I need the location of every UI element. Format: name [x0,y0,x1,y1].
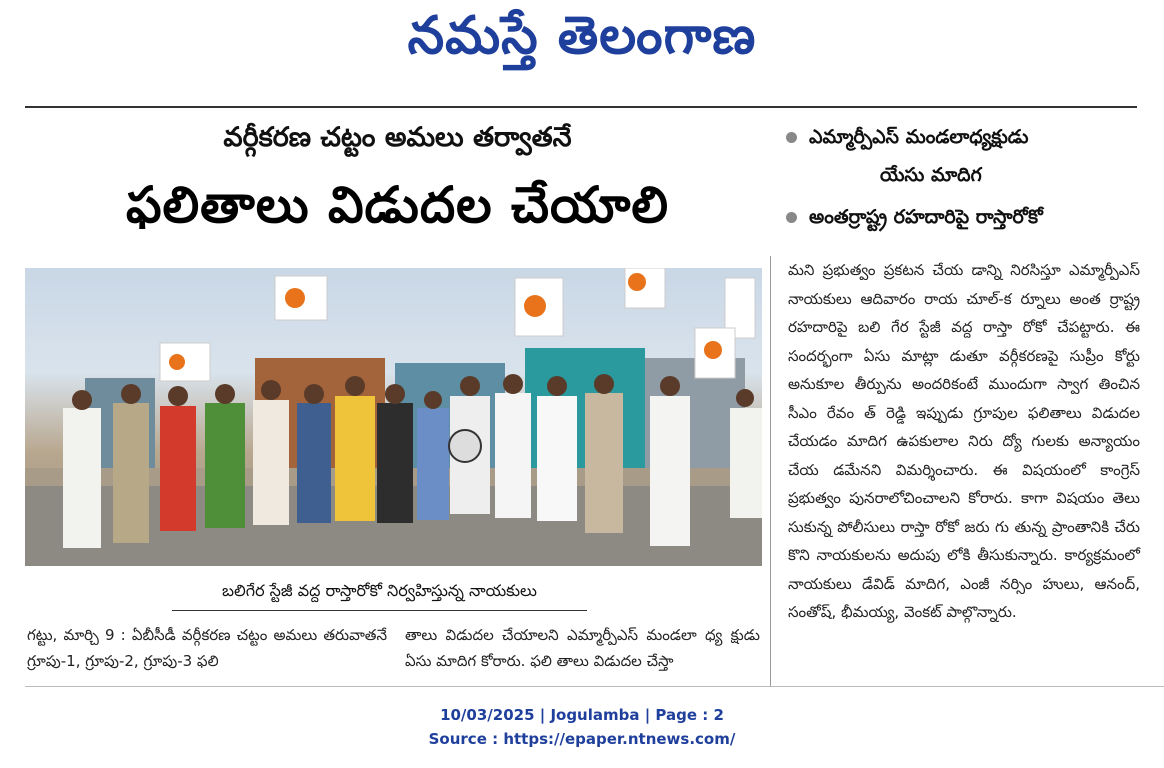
highlight-text-2: అంతర్రాష్ట్ర రహదారిపై రాస్తారోకో [809,206,1043,228]
newspaper-masthead: నమస్తే తెలంగాణ [407,6,757,66]
column-divider [770,256,771,686]
photo-caption: బలిగేర స్టేజీ వద్ద రాస్తారోకో నిర్వహిస్తున్న నాయకులు [172,581,587,611]
highlight-text-1b: యేసు మాదిగ [880,164,982,186]
highlight-bullet-2 [786,206,1156,233]
news-photo [25,268,762,566]
source-link[interactable]: Source : https://epaper.ntnews.com/ [428,730,736,748]
protest-photo-illustration [25,268,762,566]
bullet-icon [786,132,797,143]
article-headline: ఫలితాలు విడుదల చేయాలి [125,176,669,234]
highlight-text-1: ఎమ్మార్పీఎస్ మండలాధ్యక్షుడు [809,126,1029,148]
article-kicker: వర్గీకరణ చట్టం అమలు తర్వాతనే [223,122,572,153]
bullet-icon [786,212,797,223]
article-body-left: గట్టు, మార్చి 9 : ఏబీసీడీ వర్గీకరణ చట్టం అమలు తరువాతనే గ్రూపు-1, గ్రూపు-2, గ్రూపు-3 ఫలి [27,626,387,670]
article-body-middle: తాలు విడుదల చేయాలని ఎమ్మార్పీఎస్ మండలా ధ్య క్షుడు ఏసు మాదిగ కోరారు. ఫలి తాలు విడుదల చేస్తా [405,626,760,670]
highlight-bullet-1-cont [880,164,1164,191]
article-body-right: మని ప్రభుత్వం ప్రకటన చేయ డాన్ని నిరసిస్తూ ఎమ్మార్పీఎస్ నాయకులు ఆదివారం రాయ చూల్-క ర్నూలు అంత ర్రాష్ట్ర రహదారిపై బలి గేర స్టేజీ వద్ద రాస్తా రోకో చేపట్టారు. ఈ సందర్భంగా ఏసు మాట్లా డుతూ వర్గీకరణపై సుప్రీం కోర్టు అనుకూల తీర్పును అందరికంటే ముందుగా స్వాగ తించిన సీఎం రేవం త్ రెడ్డి ఇప్పుడు గ్రూపుల ఫలితాలు విడుదల చేయడం మాదిగ ఉపకులాల నిరు ద్యో గులకు అన్యాయం చేయ డమేనని విమర్శించారు. ఈ విషయంలో కాంగ్రెస్ ప్రభుత్వం పునరాలోచించాలని కోరారు. కాగా విషయం తెలు సుకున్న పోలీసులు రాస్తా రోకో జరు గు తున్న ప్రాంతానికి చేరు కొని నాయకులను అదుపు లోకి తీసుకున్నారు. కార్యక్రమంలో నాయకులు డేవిడ్ మాదిగ, ఎంజీ నర్సిం హులు, ఆనంద్, సంతోష్, భీమయ్య, వెంకట్ పాల్గొన్నారు. [788,261,1140,621]
edition-info: 10/03/2025 | Jogulamba | Page : 2 [440,706,724,724]
highlight-bullet-1 [786,126,1156,153]
top-divider [25,106,1137,108]
bottom-divider [25,686,1164,687]
